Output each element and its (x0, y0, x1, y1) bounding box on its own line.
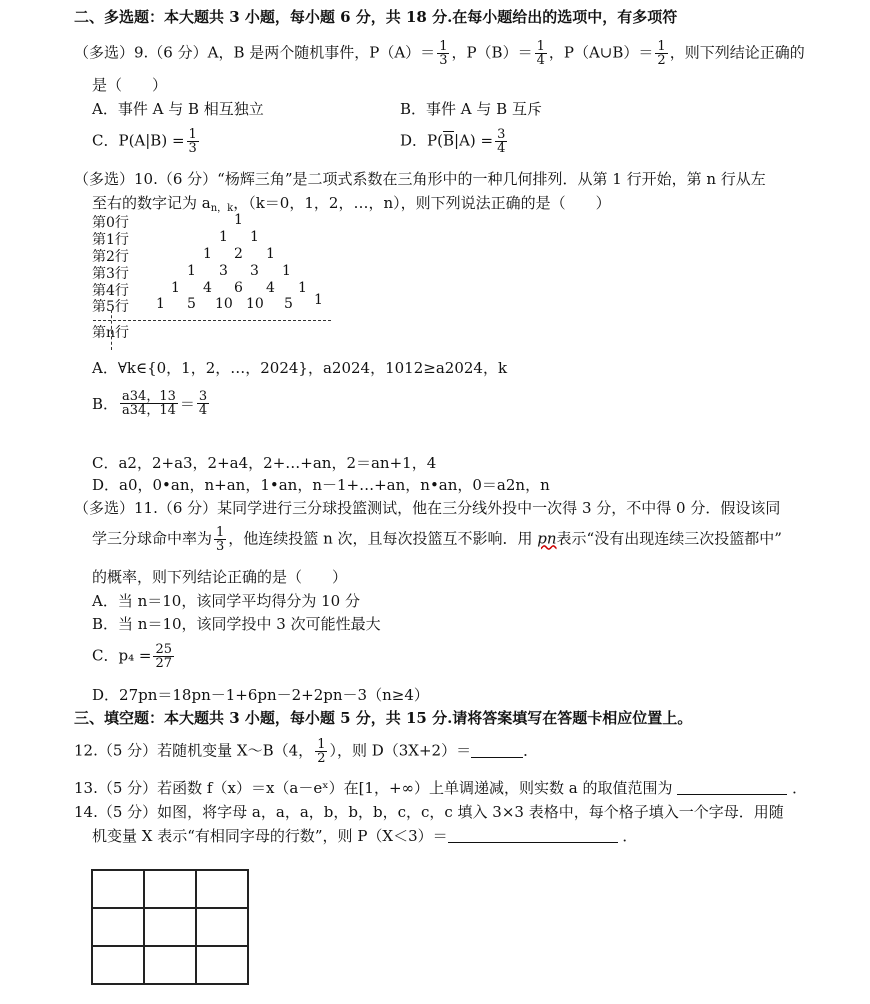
q11-option-d[interactable]: D．27pn＝18pn－1+6pn－2+2pn－3（n≥4） (92, 686, 429, 704)
q11-option-c[interactable]: C．p₄ = $\frac{25}{27}$ (92, 642, 172, 671)
question-12: 12.（5 分）若随机变量 X～B（4， $\frac{1}{2}$ ），则 D（3X+2）＝ ． (74, 737, 539, 766)
q10-option-a[interactable]: A．∀k∈{0，1，2，…，2024}，a2024，1012≥a2024，k (92, 359, 508, 377)
row-label: 第3行 (92, 266, 129, 282)
triangle-number: 5 (187, 296, 196, 312)
grid-cell (144, 946, 196, 984)
grid-3x3-figure (91, 869, 249, 985)
row-label: 第n行 (92, 325, 130, 341)
triangle-number: 1 (314, 292, 323, 308)
dashed-vertical (111, 310, 112, 350)
grid-cell (196, 870, 248, 908)
row-label: 第1行 (92, 232, 129, 248)
triangle-number: 10 (215, 296, 233, 312)
question-14-line1: 14.（5 分）如图，将字母 a，a，a，b，b，b，c，c，c 填入 3×3 表格中，每个格子填入一个字母．用随 (74, 803, 784, 821)
grid-cell (92, 946, 144, 984)
section-header-fill-in: 三、填空题：本大题共 3 小题，每小题 5 分，共 15 分.请将答案填写在答题卡相应位置上。 (74, 709, 693, 727)
triangle-number: 1 (298, 280, 307, 296)
q11-stem-line3: 的概率，则下列结论正确的是（ ） (92, 568, 348, 586)
triangle-number: 4 (203, 280, 212, 296)
grid-cell (144, 870, 196, 908)
triangle-number: 1 (250, 229, 259, 245)
q10-option-b[interactable]: B． $\frac{a34,13}{a34,14}$ ＝ $\frac{3}{4}$ (92, 389, 208, 418)
row-label: 第4行 (92, 283, 129, 299)
q9-stem-part: A，B 是两个随机事件，P（A）＝ (207, 43, 436, 62)
triangle-number: 5 (284, 296, 293, 312)
q9-fraction-paub: $\frac{1}{2}$ (657, 39, 666, 68)
question-10-stem: （多选）10.（6 分）“杨辉三角”是二项式系数在三角形中的一种几何排列．从第 1 行开始，第 n 行从左 (74, 170, 766, 188)
q10-option-c[interactable]: C．a2，2+a3，2+a4，2+…+an，2＝an+1，4 (92, 454, 437, 472)
q9-fraction-pa: $\frac{1}{3}$ (439, 39, 448, 68)
q9-option-c[interactable]: C．P(A|B) = $\frac{1}{3}$ (92, 127, 197, 156)
triangle-number: 1 (171, 280, 180, 296)
row-label: 第5行 (92, 299, 129, 315)
section-header-multiple-choice: 二、多选题：本大题共 3 小题，每小题 6 分，共 18 分.在每小题给出的选项中，有多项符 (74, 8, 678, 26)
triangle-number: 1 (234, 212, 243, 228)
row-label: 第2行 (92, 249, 129, 265)
q10-option-d[interactable]: D．a0，0•an，n+an，1•an，n－1+…+an，n•an，0＝a2n，n (92, 476, 550, 494)
triangle-number: 1 (282, 263, 291, 279)
triangle-number: 1 (219, 229, 228, 245)
q9-option-b[interactable]: B．事件 A 与 B 互斥 (400, 100, 542, 118)
q9-stem-line2: 是（ ） (92, 76, 168, 94)
grid-cell (144, 908, 196, 946)
q9-option-d[interactable]: D．$P(\overline{B}|A)$ = $\frac{3}{4}$ (400, 127, 506, 156)
q9-option-a[interactable]: A．事件 A 与 B 相互独立 (92, 100, 264, 118)
q13-answer-blank[interactable] (677, 780, 787, 795)
q14-answer-blank[interactable] (448, 828, 618, 843)
question-11-stem: （多选）11.（6 分）某同学进行三分球投篮测试，他在三分线外投中一次得 3 分，不中得 0 分．假设该同 (74, 499, 781, 517)
question-13: 13.（5 分）若函数 f（x）＝x（a－eˣ）在[1，+∞）上单调递减，则实数 a 的取值范围为 ． (74, 779, 808, 797)
triangle-number: 3 (219, 263, 228, 279)
grid-cell (196, 946, 248, 984)
triangle-number: 2 (234, 246, 243, 262)
triangle-number: 6 (234, 280, 243, 296)
row-label: 第0行 (92, 215, 129, 231)
triangle-number: 4 (266, 280, 275, 296)
grid-cell (92, 870, 144, 908)
triangle-number: 1 (187, 263, 196, 279)
q10-stem-line2: 至右的数字记为 $a_{n,k}$，（k＝0，1，2，…，n），则下列说法正确的是（ ） (92, 194, 611, 214)
grid-cell (92, 908, 144, 946)
triangle-number: 1 (266, 246, 275, 262)
q11-option-a[interactable]: A．当 n＝10，该同学平均得分为 10 分 (92, 592, 360, 610)
q9-fraction-pb: $\frac{1}{4}$ (536, 39, 545, 68)
grid-cell (196, 908, 248, 946)
q9-prefix: （多选）9.（6 分） (74, 43, 208, 62)
triangle-number: 3 (250, 263, 259, 279)
question-14-line2: 机变量 X 表示“有相同字母的行数”，则 P（X＜3）＝ ． (92, 827, 638, 845)
triangle-number: 1 (156, 296, 165, 312)
q11-stem-line2: 学三分球命中率为 $\frac{1}{3}$ ，他连续投篮 n 次，且每次投篮互不影响．用 pn表示“没有出现连续三次投篮都中” (92, 525, 782, 554)
q11-option-b[interactable]: B．当 n＝10，该同学投中 3 次可能性最大 (92, 615, 381, 633)
dashed-separator (93, 320, 331, 321)
triangle-number: 1 (203, 246, 212, 262)
q12-answer-blank[interactable] (471, 743, 523, 758)
question-9-stem: （多选）9.（6 分）A，B 是两个随机事件，P（A）＝ $\frac{1}{3}$ ，P（B）＝ $\frac{1}{4}$ ，P（A∪B）＝ $\frac{1}{2}$ ，则下列结论正确的 (74, 39, 805, 68)
triangle-number: 10 (246, 296, 264, 312)
